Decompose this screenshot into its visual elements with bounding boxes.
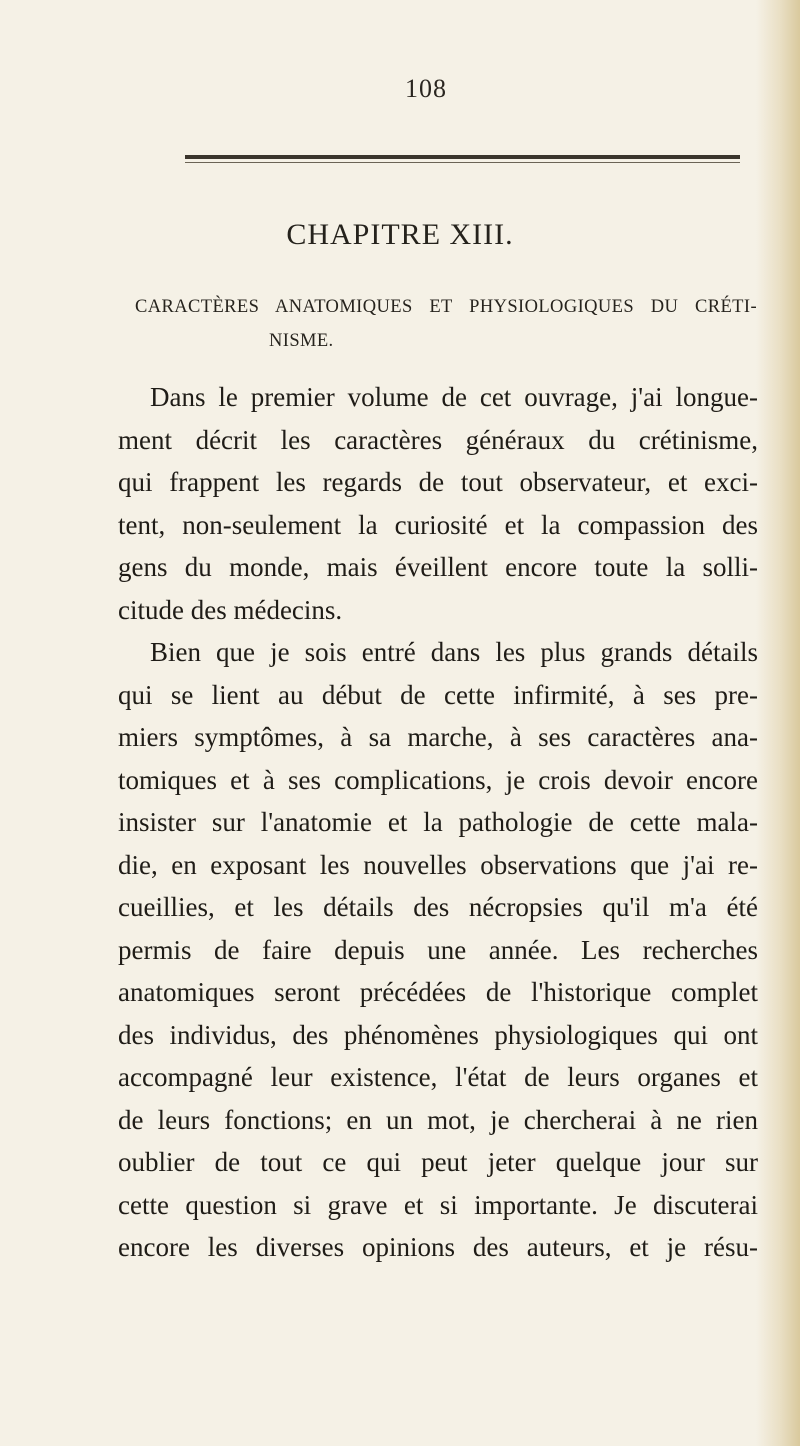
text-line: accompagné leur existence, l'état de leurs organes et (118, 1062, 758, 1092)
text-line: des individus, des phénomènes physiologiques qui ont (118, 1019, 758, 1050)
text-line: citude des médecins. (118, 594, 343, 625)
text-line: permis de faire depuis une année. Les recherches (118, 934, 758, 965)
text-line: encore les diverses opinions des auteurs, et je résu- (118, 1232, 758, 1262)
text-line: insister sur l'anatomie et la pathologie de cette mala- (118, 807, 758, 837)
text-line: oublier de tout ce qui peut jeter quelque jour sur (118, 1147, 758, 1177)
header-rule-thick (185, 155, 740, 159)
chapter-title: CHAPITRE XIII. (286, 218, 514, 251)
text-line: anatomiques seront précédées de l'historique complet (118, 977, 758, 1007)
text-line: Bien que je sois entré dans les plus grands détails (150, 637, 758, 667)
chapter-subtitle-line-2: NISME. (269, 331, 334, 351)
text-line: tomiques et à ses complications, je crois devoir encore (118, 764, 758, 795)
text-line: ment décrit les caractères généraux du crétinisme, (118, 424, 758, 455)
text-line: die, en exposant les nouvelles observations que j'ai re- (118, 849, 758, 880)
text-line: de leurs fonctions; en un mot, je chercherai à ne rien (118, 1104, 758, 1135)
page-edge-shadow (756, 0, 800, 1446)
text-line: miers symptômes, à sa marche, à ses caractères ana- (118, 722, 758, 752)
body-text (118, 376, 758, 1269)
text-line: qui frappent les regards de tout observateur, et exci- (118, 467, 758, 497)
text-line: qui se lient au début de cette infirmité, à ses pre- (118, 679, 758, 710)
text-line: gens du monde, mais éveillent encore toute la solli- (118, 552, 758, 582)
page-number: 108 (405, 74, 447, 103)
text-line: Dans le premier volume de cet ouvrage, j'ai longue- (150, 382, 758, 412)
text-line: cueillies, et les détails des nécropsies qu'il m'a été (118, 892, 758, 922)
header-rule-thin (185, 162, 740, 163)
text-line: tent, non-seulement la curiosité et la compassion des (118, 509, 758, 540)
chapter-subtitle-line-1: CARACTÈRES ANATOMIQUES ET PHYSIOLOGIQUES DU CRÉTI- (135, 297, 757, 317)
text-line: cette question si grave et si importante. Je discuterai (118, 1189, 758, 1220)
